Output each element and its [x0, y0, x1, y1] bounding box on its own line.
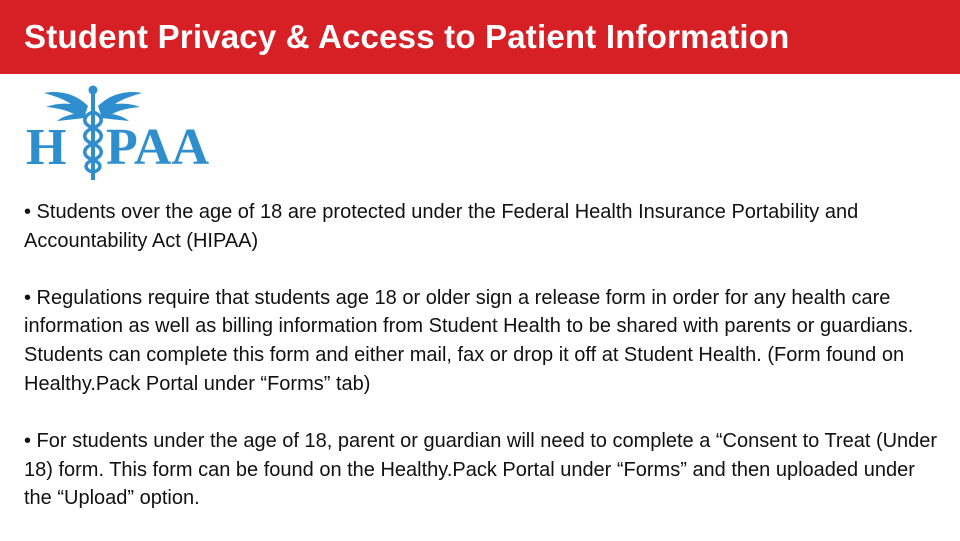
hipaa-logo: [24, 84, 234, 184]
logo-letter-h: H: [26, 119, 67, 176]
slide-content: [24, 198, 944, 541]
bullet-release-form: • Regulations require that students age 18 or older sign a release form in order for any health care information as well as billing information from Student Health to be shared with parents or guardians. Students can complete this form and either mail, fax or drop it off at Student Health. (Form found on Healthy.Pack Portal under “Forms” tab): [24, 286, 914, 395]
bullet-consent-to-treat: • For students under the age of 18, parent or guardian will need to complete a “Consent to Treat (Under 18) form. This form can be found on the Healthy.Pack Portal under “Forms” and then uploaded under the “Upload” option.: [24, 429, 938, 510]
caduceus-icon: [24, 84, 234, 184]
logo-letters-paa: PAA: [106, 119, 210, 176]
bullet-hipaa-age: • Students over the age of 18 are protected under the Federal Health Insurance Portability and Accountability Act (HIPAA): [24, 201, 859, 252]
title-bar: [0, 0, 960, 74]
slide-title: Student Privacy & Access to Patient Information: [24, 18, 790, 55]
